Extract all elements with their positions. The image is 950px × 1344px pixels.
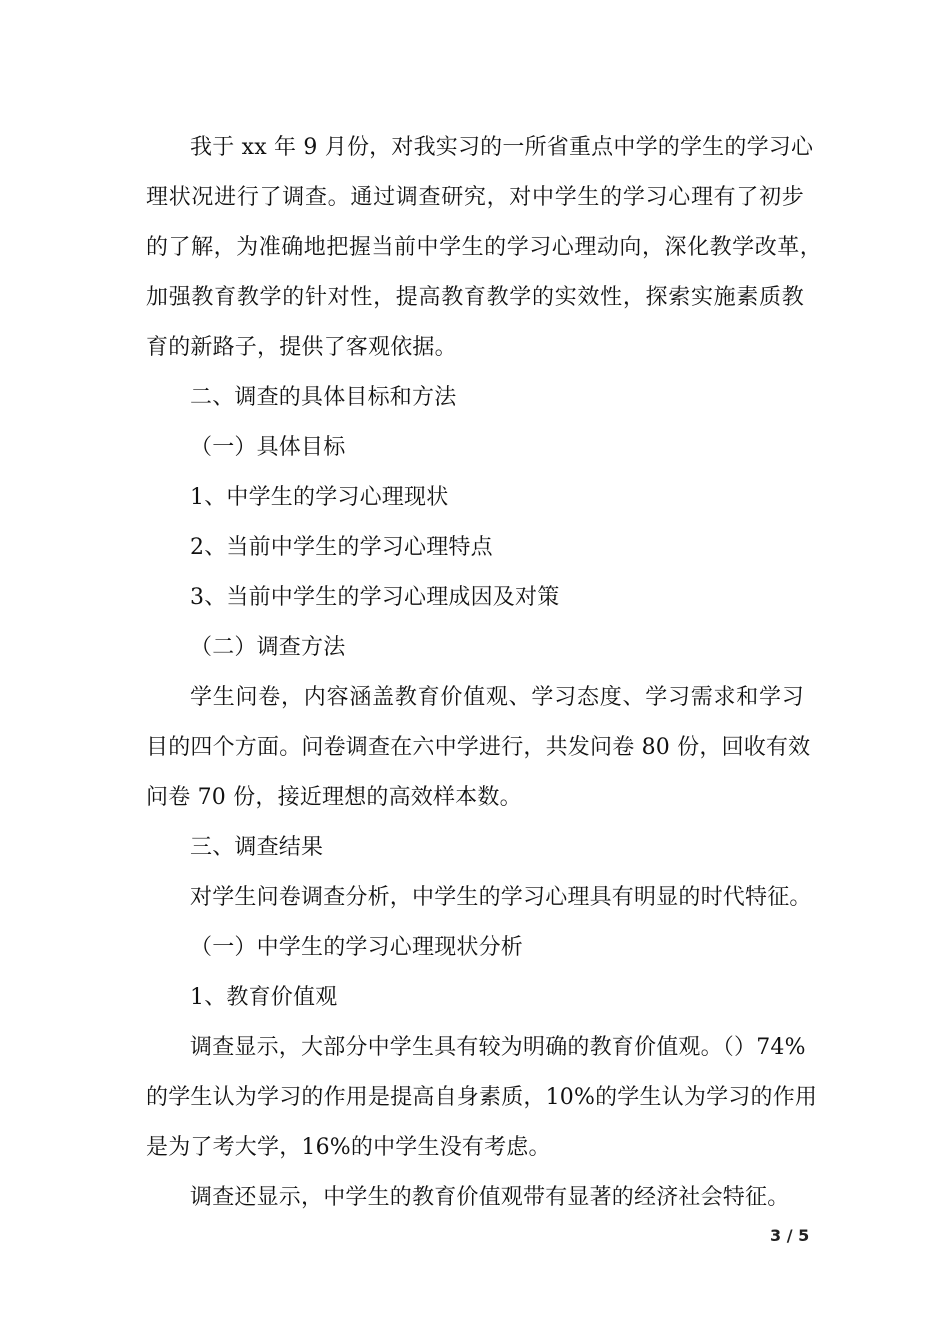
list-item: 3、当前中学生的学习心理成因及对策 <box>190 585 560 610</box>
subsection-heading: （一）中学生的学习心理现状分析 <box>190 935 524 960</box>
paragraph-line: 加强教育教学的针对性，提高教育教学的实效性，探索实施素质教 <box>146 285 804 310</box>
paragraph-line: 目的四个方面。问卷调查在六中学进行，共发问卷 80 份，回收有效 <box>146 735 811 760</box>
list-item: 2、当前中学生的学习心理特点 <box>190 535 493 560</box>
paragraph-line: 的学生认为学习的作用是提高自身素质，10%的学生认为学习的作用 <box>146 1085 818 1110</box>
paragraph-line: 调查显示，大部分中学生具有较为明确的教育价值观。（）74% <box>190 1035 806 1060</box>
subsection-heading: （一）具体目标 <box>190 435 346 460</box>
paragraph-line: 对学生问卷调查分析，中学生的学习心理具有明显的时代特征。 <box>190 885 812 910</box>
list-item: 1、教育价值观 <box>190 985 338 1010</box>
paragraph-line: 我于 xx 年 9 月份，对我实习的一所省重点中学的学生的学习心 <box>190 135 814 160</box>
paragraph-line: 的了解，为准确地把握当前中学生的学习心理动向，深化教学改革， <box>146 235 822 260</box>
list-item: 1、中学生的学习心理现状 <box>190 485 449 510</box>
page-number: 3 / 5 <box>770 1226 810 1245</box>
subsection-heading: （二）调查方法 <box>190 635 346 660</box>
paragraph-line: 育的新路子，提供了客观依据。 <box>146 335 457 360</box>
paragraph-line: 是为了考大学，16%的中学生没有考虑。 <box>146 1135 551 1160</box>
paragraph-line: 问卷 70 份，接近理想的高效样本数。 <box>146 785 522 810</box>
paragraph-line: 调查还显示，中学生的教育价值观带有显著的经济社会特征。 <box>190 1185 790 1210</box>
paragraph-line: 学生问卷，内容涵盖教育价值观、学习态度、学习需求和学习 <box>190 685 804 710</box>
section-heading: 二、调查的具体目标和方法 <box>190 385 457 410</box>
section-heading: 三、调查结果 <box>190 835 324 860</box>
paragraph-line: 理状况进行了调查。通过调查研究，对中学生的学习心理有了初步 <box>146 185 804 210</box>
